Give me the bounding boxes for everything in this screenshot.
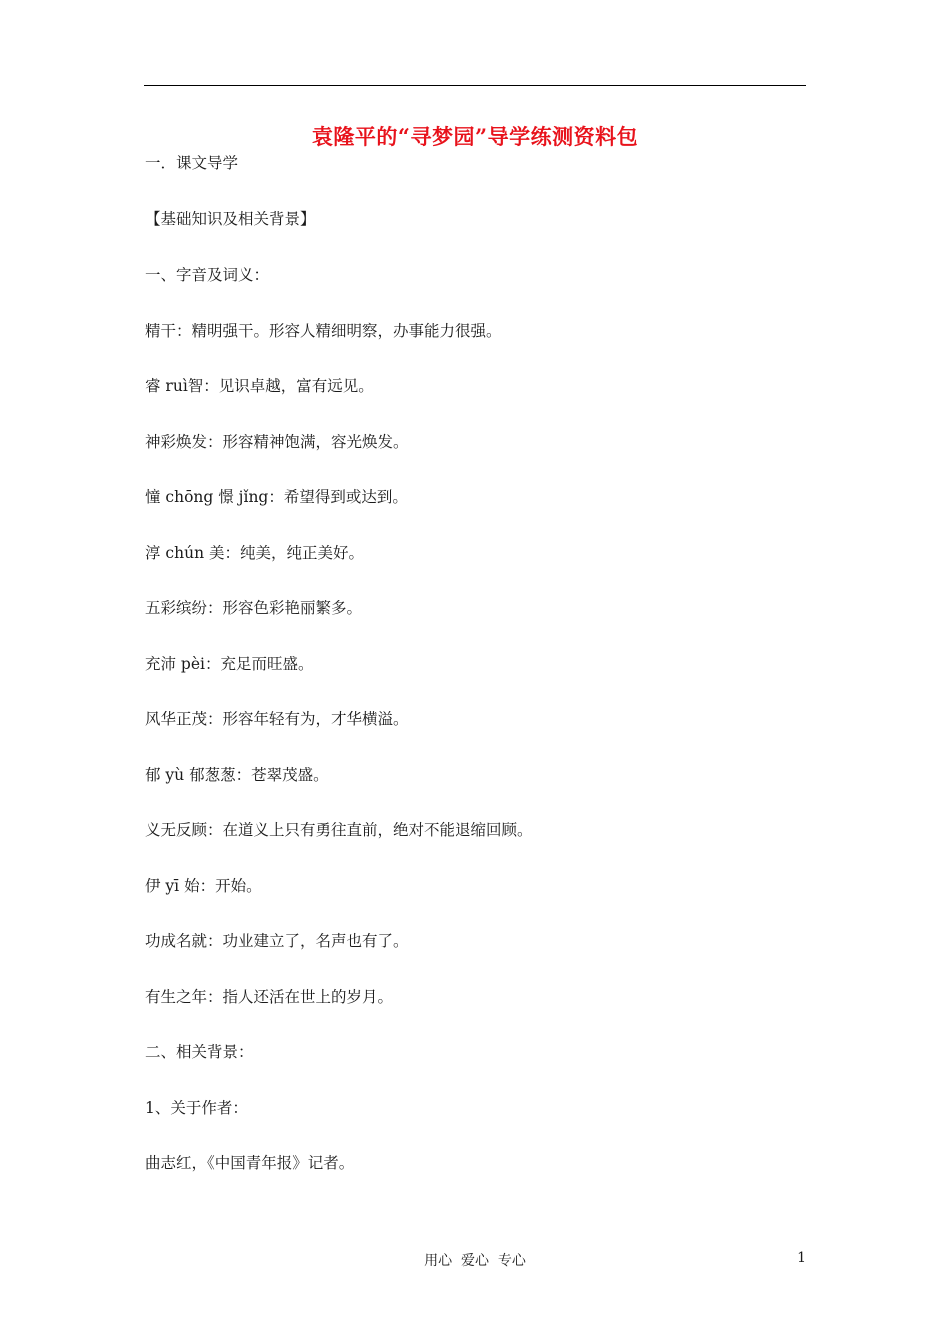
vocab-entry: 伊 yī 始：开始。	[145, 877, 262, 895]
list-heading: 1、关于作者：	[145, 1099, 248, 1117]
vocab-entry: 神彩焕发：形容精神饱满，容光焕发。	[145, 433, 409, 451]
section-heading: 一．课文导学	[145, 154, 239, 172]
vocab-entry: 憧 chōng 憬 jǐng：希望得到或达到。	[145, 488, 408, 506]
subsection-heading: 一、字音及词义：	[145, 266, 270, 284]
vocab-entry: 睿 ruì智：见识卓越，富有远见。	[145, 377, 374, 395]
vocab-entry: 充沛 pèi：充足而旺盛。	[145, 655, 314, 673]
vocab-entry: 有生之年：指人还活在世上的岁月。	[145, 988, 394, 1006]
subsection-heading: 【基础知识及相关背景】	[145, 210, 316, 228]
subsection-heading: 二、相关背景：	[145, 1043, 254, 1061]
document-title: 袁隆平的“寻梦园”导学练测资料包	[311, 124, 639, 149]
vocab-entry: 义无反顾：在道义上只有勇往直前，绝对不能退缩回顾。	[145, 821, 533, 839]
vocab-entry: 郁 yù 郁葱葱：苍翠茂盛。	[145, 766, 329, 784]
footer-motto: 用心 爱心 专心	[424, 1253, 526, 1269]
header-rule	[144, 85, 806, 86]
vocab-entry: 风华正茂：形容年轻有为，才华横溢。	[145, 710, 409, 728]
vocab-entry: 淳 chún 美：纯美，纯正美好。	[145, 544, 364, 562]
vocab-entry: 功成名就：功业建立了，名声也有了。	[145, 932, 409, 950]
paragraph: 曲志红，《中国青年报》记者。	[145, 1154, 355, 1172]
vocab-entry: 五彩缤纷：形容色彩艳丽繁多。	[145, 599, 363, 617]
page-number: 1	[797, 1250, 806, 1266]
vocab-entry: 精干：精明强干。形容人精细明察，办事能力很强。	[145, 322, 502, 340]
